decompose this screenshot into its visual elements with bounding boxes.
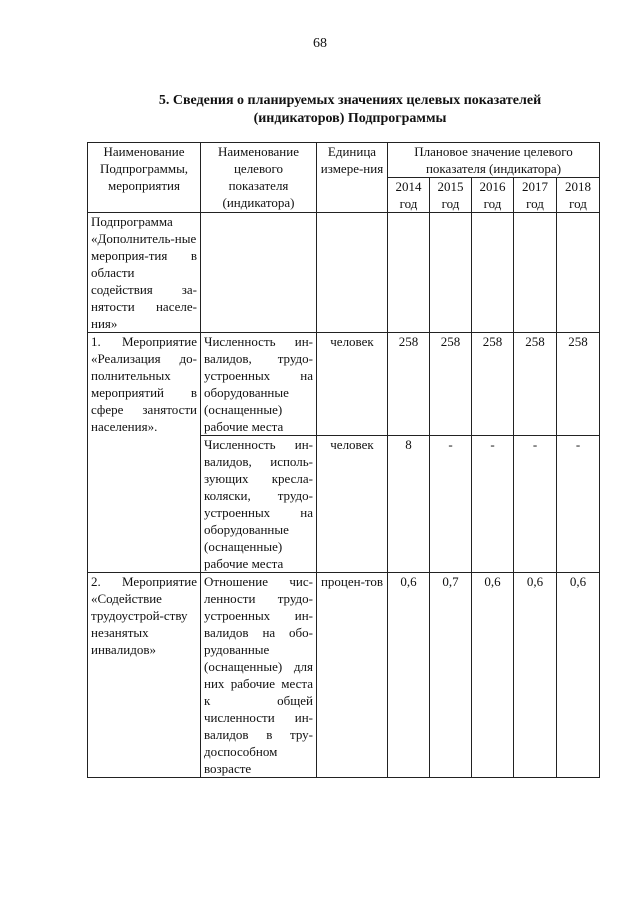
- header-year: 2018 год: [557, 178, 600, 213]
- value-cell: -: [557, 436, 600, 573]
- document-title: [100, 92, 600, 128]
- header-indicator: Наименование целевого показателя (индикатора): [201, 143, 317, 213]
- indicator-name: Численность ин-валидов, исполь-зующих кресла-коляски, трудо-устроенных на оборудованные (оснащенные) рабочие места: [201, 436, 317, 573]
- indicators-table: [87, 142, 600, 778]
- measure2-name: 2. Мероприятие «Содействие трудоустрой-ству незанятых инвалидов»: [88, 573, 201, 778]
- indicator-unit: человек: [317, 436, 388, 573]
- empty-cell: [201, 213, 317, 333]
- title-line-2: (индикаторов) Подпрограммы: [253, 111, 447, 126]
- value-cell: 258: [557, 333, 600, 436]
- indicator-unit: процен-тов: [317, 573, 388, 778]
- header-activity: Наименование Подпрограммы, мероприятия: [88, 143, 201, 213]
- value-cell: 258: [514, 333, 557, 436]
- header-year: 2016 год: [472, 178, 514, 213]
- value-cell: 0,7: [430, 573, 472, 778]
- value-cell: -: [472, 436, 514, 573]
- empty-cell: [388, 213, 430, 333]
- page-number: 68: [313, 36, 327, 51]
- value-cell: 0,6: [472, 573, 514, 778]
- value-cell: 0,6: [557, 573, 600, 778]
- indicator-name: Отношение чис-ленности трудо-устроенных ин-валидов на обо-рудованные (оснащенные) для них рабочие места к общей численности ин-валидов в тру-доспособном возрасте: [201, 573, 317, 778]
- empty-cell: [430, 213, 472, 333]
- measure1-indicator1-row: [88, 333, 600, 436]
- indicator-unit: человек: [317, 333, 388, 436]
- header-year: 2014 год: [388, 178, 430, 213]
- header-row-1: [88, 143, 600, 178]
- value-cell: 258: [472, 333, 514, 436]
- header-planned-value: Плановое значение целевого показателя (индикатора): [388, 143, 600, 178]
- value-cell: 0,6: [514, 573, 557, 778]
- header-year: 2017 год: [514, 178, 557, 213]
- value-cell: 8: [388, 436, 430, 573]
- value-cell: -: [514, 436, 557, 573]
- header-year: 2015 год: [430, 178, 472, 213]
- empty-cell: [557, 213, 600, 333]
- subprogram-name: Подпрограмма «Дополнитель-ные мероприя-тия в области содействия за-нятости населе-ния»: [88, 213, 201, 333]
- empty-cell: [472, 213, 514, 333]
- measure1-name: 1. Мероприятие «Реализация до-полнительных мероприятий в сфере занятости населения».: [88, 333, 201, 573]
- header-unit: Единица измере-ния: [317, 143, 388, 213]
- value-cell: 258: [388, 333, 430, 436]
- value-cell: 0,6: [388, 573, 430, 778]
- indicator-name: Численность ин-валидов, трудо-устроенных на оборудованные (оснащенные) рабочие места: [201, 333, 317, 436]
- value-cell: 258: [430, 333, 472, 436]
- subprogram-row: [88, 213, 600, 333]
- value-cell: -: [430, 436, 472, 573]
- empty-cell: [317, 213, 388, 333]
- title-line-1: 5. Сведения о планируемых значениях целевых показателей: [158, 93, 542, 108]
- measure2-indicator1-row: [88, 573, 600, 778]
- empty-cell: [514, 213, 557, 333]
